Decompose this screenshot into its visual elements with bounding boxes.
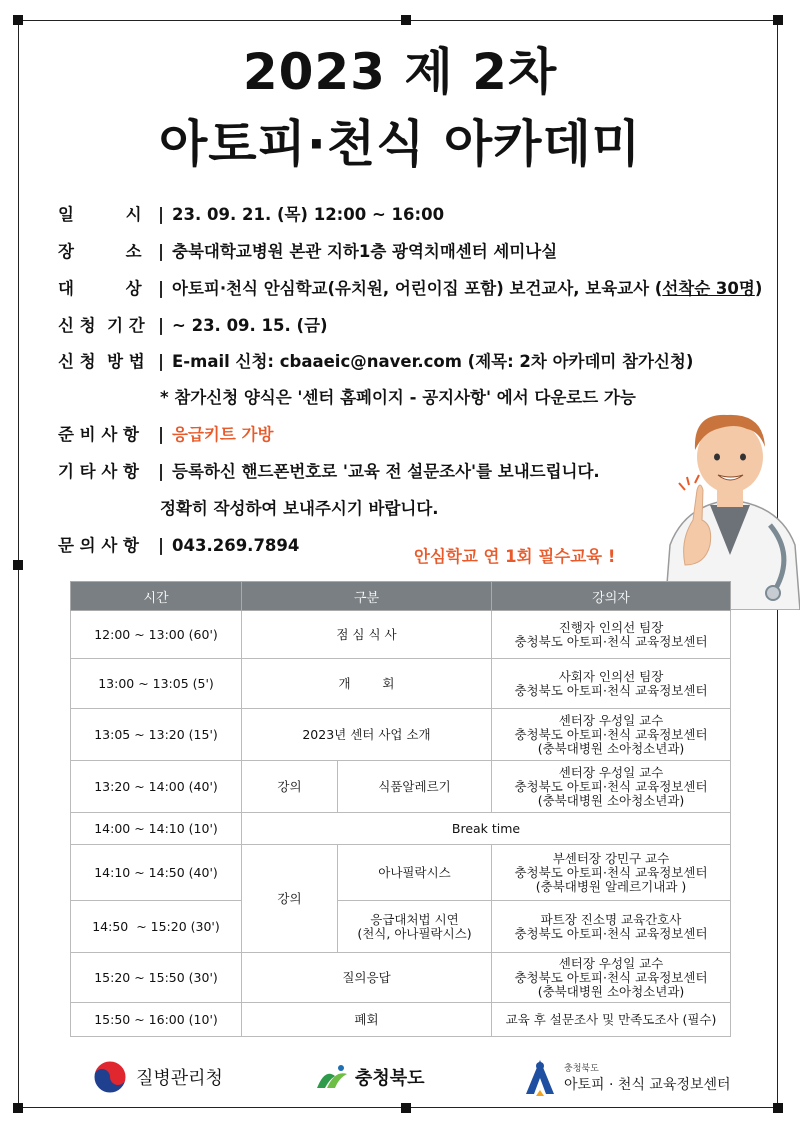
table-row xyxy=(71,659,731,709)
info-value: E-mail 신청: cbaaeic@naver.com (제목: 2차 아카데미 참가신청) xyxy=(172,352,694,371)
info-value: 충북대학교병원 본관 지하1층 광역치매센터 세미나실 xyxy=(172,242,558,261)
cell-time: 12:00 ~ 13:00 (60') xyxy=(71,611,242,659)
cell-break: Break time xyxy=(242,813,731,845)
center-text: 아토피 · 천식 교육정보센터 xyxy=(564,1076,731,1093)
chungbuk-logo xyxy=(315,1055,425,1099)
cell-subject: 식품알레르기 xyxy=(338,761,492,813)
info-label: 대 상 xyxy=(58,279,142,298)
cell-lecturer: 부센터장 강민구 교수 충청북도 아토피·천식 교육정보센터 (충북대병원 알레르기내과 ) xyxy=(492,845,731,901)
cell-time: 14:10 ~ 14:50 (40') xyxy=(71,845,242,901)
cell-division: 점 심 식 사 xyxy=(242,611,492,659)
cell-lecturer: 진행자 인의선 팀장 충청북도 아토피·천식 교육정보센터 xyxy=(492,611,731,659)
cell-time: 13:05 ~ 13:20 (15') xyxy=(71,709,242,761)
info-label: 일 시 xyxy=(58,205,142,224)
table-row xyxy=(71,845,731,901)
cell-time: 13:20 ~ 14:00 (40') xyxy=(71,761,242,813)
header-time: 시간 xyxy=(71,582,242,611)
method-note: * 참가신청 양식은 '센터 홈페이지 - 공지사항' 에서 다운로드 가능 xyxy=(160,388,636,407)
cell-lecturer: 센터장 우성일 교수 충청북도 아토피·천식 교육정보센터 (충북대병원 소아청소년과) xyxy=(492,953,731,1003)
resize-handle-br[interactable] xyxy=(773,1103,783,1113)
cell-lecturer: 센터장 우성일 교수 충청북도 아토피·천식 교육정보센터 (충북대병원 소아청소년과) xyxy=(492,761,731,813)
info-value: 아토피·천식 안심학교(유치원, 어린이집 포함) 보건교사, 보육교사 ( xyxy=(172,279,663,298)
cell-time: 14:50 ~ 15:20 (30') xyxy=(71,901,242,953)
table-row xyxy=(71,709,731,761)
info-label: 신 청 방 법 xyxy=(58,352,145,371)
center-logo xyxy=(522,1055,731,1099)
table-header-row xyxy=(71,582,731,611)
info-row-method: 신 청 방 법 | E-mail 신청: cbaaeic@naver.com (제목: 2차 아카데미 참가신청) xyxy=(58,352,694,371)
info-row-period: 신 청 기 간 | ~ 23. 09. 15. (금) xyxy=(58,316,328,335)
title-line-2: 아토피·천식 아카데미 xyxy=(158,115,642,173)
info-row-prep: 준 비 사 항 | 응급키트 가방 xyxy=(58,425,274,444)
header-division: 구분 xyxy=(242,582,492,611)
info-value-end: ) xyxy=(754,279,763,298)
table-row xyxy=(71,813,731,845)
info-row-datetime: 일 시 | 23. 09. 21. (목) 12:00 ~ 16:00 xyxy=(58,205,445,224)
resize-handle-bc[interactable] xyxy=(401,1103,411,1113)
chungbuk-emblem-icon xyxy=(315,1062,351,1092)
kdca-text: 질병관리청 xyxy=(136,1068,223,1089)
info-value: 043.269.7894 xyxy=(172,536,300,555)
cell-time: 15:20 ~ 15:50 (30') xyxy=(71,953,242,1003)
info-label: 문 의 사 항 xyxy=(58,536,139,555)
info-value: 등록하신 핸드폰번호로 '교육 전 설문조사'를 보내드립니다. xyxy=(172,462,600,481)
cell-lecture-label: 강의 xyxy=(242,845,338,953)
info-row-place: 장 소 | 충북대학교병원 본관 지하1층 광역치매센터 세미나실 xyxy=(58,242,558,261)
info-label: 신 청 기 간 xyxy=(58,316,145,335)
info-row-contact: 문 의 사 항 | 043.269.7894 xyxy=(58,536,300,555)
schedule-table xyxy=(70,581,731,1037)
center-emblem-icon xyxy=(522,1056,558,1098)
table-row xyxy=(71,1003,731,1037)
mandatory-banner: 안심학교 연 1회 필수교육 ! xyxy=(414,547,616,566)
capacity-text: 선착순 30명 xyxy=(662,279,755,298)
cell-subject: 아나필락시스 xyxy=(338,845,492,901)
header-lecturer: 강의자 xyxy=(492,582,731,611)
kdca-logo xyxy=(92,1055,223,1099)
cell-time: 13:00 ~ 13:05 (5') xyxy=(71,659,242,709)
cell-lecture-label: 강의 xyxy=(242,761,338,813)
info-label: 준 비 사 항 xyxy=(58,425,139,444)
info-row-etc: 기 타 사 항 | 등록하신 핸드폰번호로 '교육 전 설문조사'를 보내드립니다. xyxy=(58,462,600,481)
doctor-illustration xyxy=(655,395,800,610)
chungbuk-text: 충청북도 xyxy=(355,1068,425,1089)
etc-note: 정확히 작성하여 보내주시기 바랍니다. xyxy=(160,499,439,518)
cell-lecturer: 센터장 우성일 교수 충청북도 아토피·천식 교육정보센터 (충북대병원 소아청소년과) xyxy=(492,709,731,761)
cell-lecturer: 사회자 인의선 팀장 충청북도 아토피·천식 교육정보센터 xyxy=(492,659,731,709)
cell-division: 질의응답 xyxy=(242,953,492,1003)
resize-handle-tr[interactable] xyxy=(773,15,783,25)
resize-handle-bl[interactable] xyxy=(13,1103,23,1113)
table-row xyxy=(71,901,731,953)
cell-lecturer: 파트장 진소명 교육간호사 충청북도 아토피·천식 교육정보센터 xyxy=(492,901,731,953)
info-label: 기 타 사 항 xyxy=(58,462,139,481)
cell-subject: 응급대처법 시연 (천식, 아나필락시스) xyxy=(338,901,492,953)
taegeuk-icon xyxy=(92,1059,128,1095)
info-value: 응급키트 가방 xyxy=(172,425,274,444)
title-line-1: 2023 제 2차 xyxy=(242,43,558,101)
info-value: 23. 09. 21. (목) 12:00 ~ 16:00 xyxy=(172,205,445,224)
info-label: 장 소 xyxy=(58,242,142,261)
cell-lecturer: 교육 후 설문조사 및 만족도조사 (필수) xyxy=(492,1003,731,1037)
cell-time: 14:00 ~ 14:10 (10') xyxy=(71,813,242,845)
table-row xyxy=(71,761,731,813)
table-row xyxy=(71,611,731,659)
cell-division: 2023년 센터 사업 소개 xyxy=(242,709,492,761)
table-row xyxy=(71,953,731,1003)
resize-handle-tl[interactable] xyxy=(13,15,23,25)
resize-handle-ml[interactable] xyxy=(13,560,23,570)
info-row-target: 대 상 | 아토피·천식 안심학교(유치원, 어린이집 포함) 보건교사, 보육교사 (선착순 30명) xyxy=(58,279,763,298)
cell-division: 폐회 xyxy=(242,1003,492,1037)
resize-handle-tc[interactable] xyxy=(401,15,411,25)
center-small-text: 충청북도 xyxy=(564,1063,599,1074)
cell-division: 개 회 xyxy=(242,659,492,709)
info-value: ~ 23. 09. 15. (금) xyxy=(172,316,328,335)
cell-time: 15:50 ~ 16:00 (10') xyxy=(71,1003,242,1037)
